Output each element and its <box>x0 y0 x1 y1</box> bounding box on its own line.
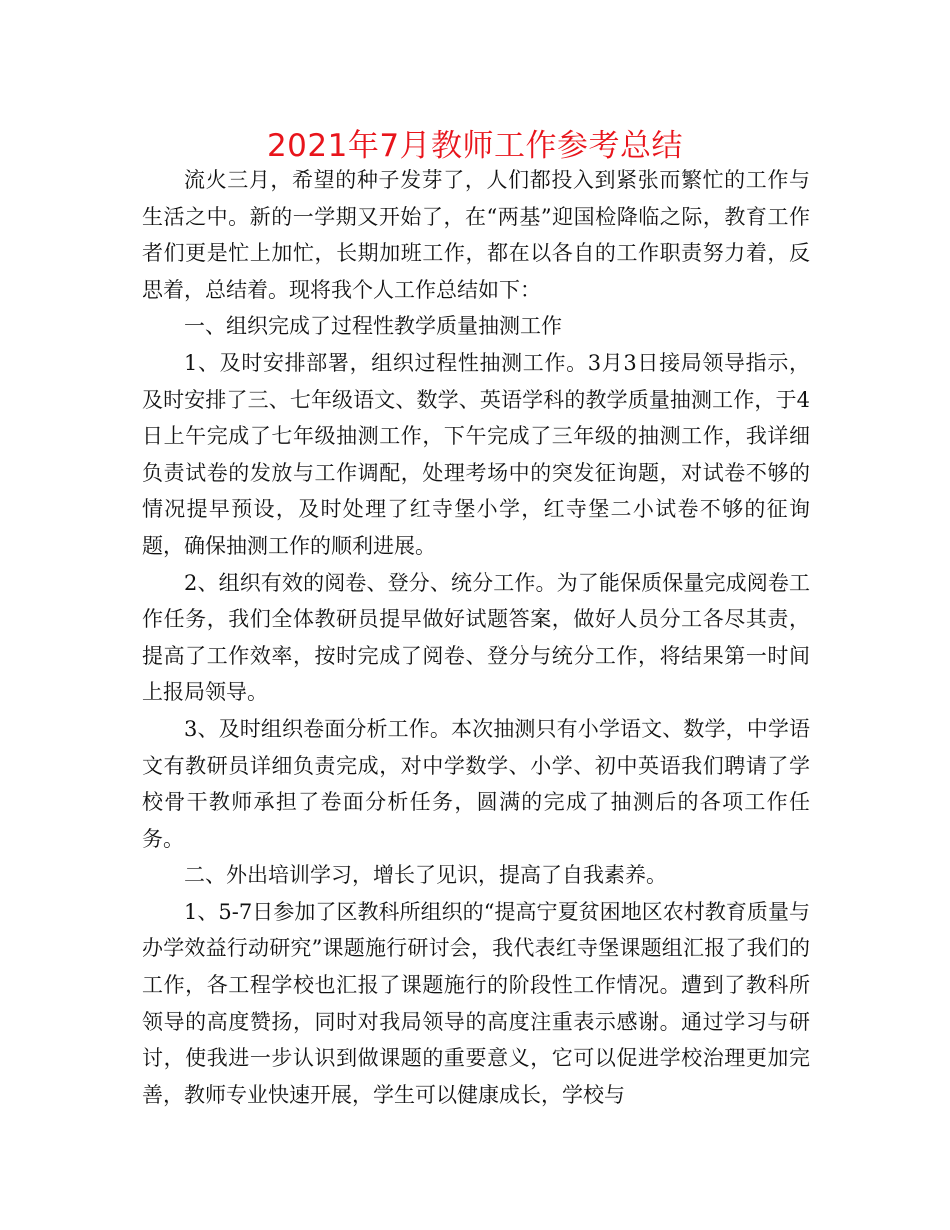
paragraph-2-1: 1、5-7日参加了区教科所组织的“提高宁夏贫困地区农村教育质量与办学效益行动研究”课题施行研讨会，我代表红寺堡课题组汇报了我们的工作，各工程学校也汇报了课题施行的阶段性工作情况。遭到了教科所领导的高度赞扬，同时对我局领导的高度注重表示感谢。通过学习与研讨，使我进一步认识到做课题的重要意义，它可以促进学校治理更加完善，教师专业快速开展，学生可以健康成长，学校与 <box>142 899 810 1107</box>
section-heading-1: 一、组织完成了过程性教学质量抽测工作 <box>184 314 562 339</box>
document-body <box>142 162 810 1113</box>
paragraph-intro: 流火三月，希望的种子发芽了，人们都投入到紧张而繁忙的工作与生活之中。新的一学期又开始了，在“两基”迎国检降临之际，教育工作者们更是忙上加忙，长期加班工作，都在以各自的工作职责努力着，反思着，总结着。现将我个人工作总结如下： <box>142 168 810 302</box>
paragraph-1-2: 2、组织有效的阅卷、登分、统分工作。为了能保质保量完成阅卷工作任务，我们全体教研员提早做好试题答案，做好人员分工各尽其责，提高了工作效率，按时完成了阅卷、登分与统分工作，将结果第一时间上报局领导。 <box>142 570 810 705</box>
document-title: 2021年7月教师工作参考总结 <box>266 128 684 164</box>
paragraph-1-3: 3、及时组织卷面分析工作。本次抽测只有小学语文、数学，中学语文有教研员详细负责完成，对中学数学、小学、初中英语我们聘请了学校骨干教师承担了卷面分析任务，圆满的完成了抽测后的各项工作任务。 <box>142 716 810 851</box>
paragraph-1-1: 1、及时安排部署，组织过程性抽测工作。3月3日接局领导指示，及时安排了三、七年级语文、数学、英语学科的教学质量抽测工作，于4日上午完成了七年级抽测工作，下午完成了三年级的抽测工作，我详细负责试卷的发放与工作调配，处理考场中的突发征询题，对试卷不够的情况提早预设，及时处理了红寺堡小学，红寺堡二小试卷不够的征询题，确保抽测工作的顺利进展。 <box>142 350 810 558</box>
section-heading-2: 二、外出培训学习，增长了见识，提高了自我素养。 <box>184 863 667 888</box>
